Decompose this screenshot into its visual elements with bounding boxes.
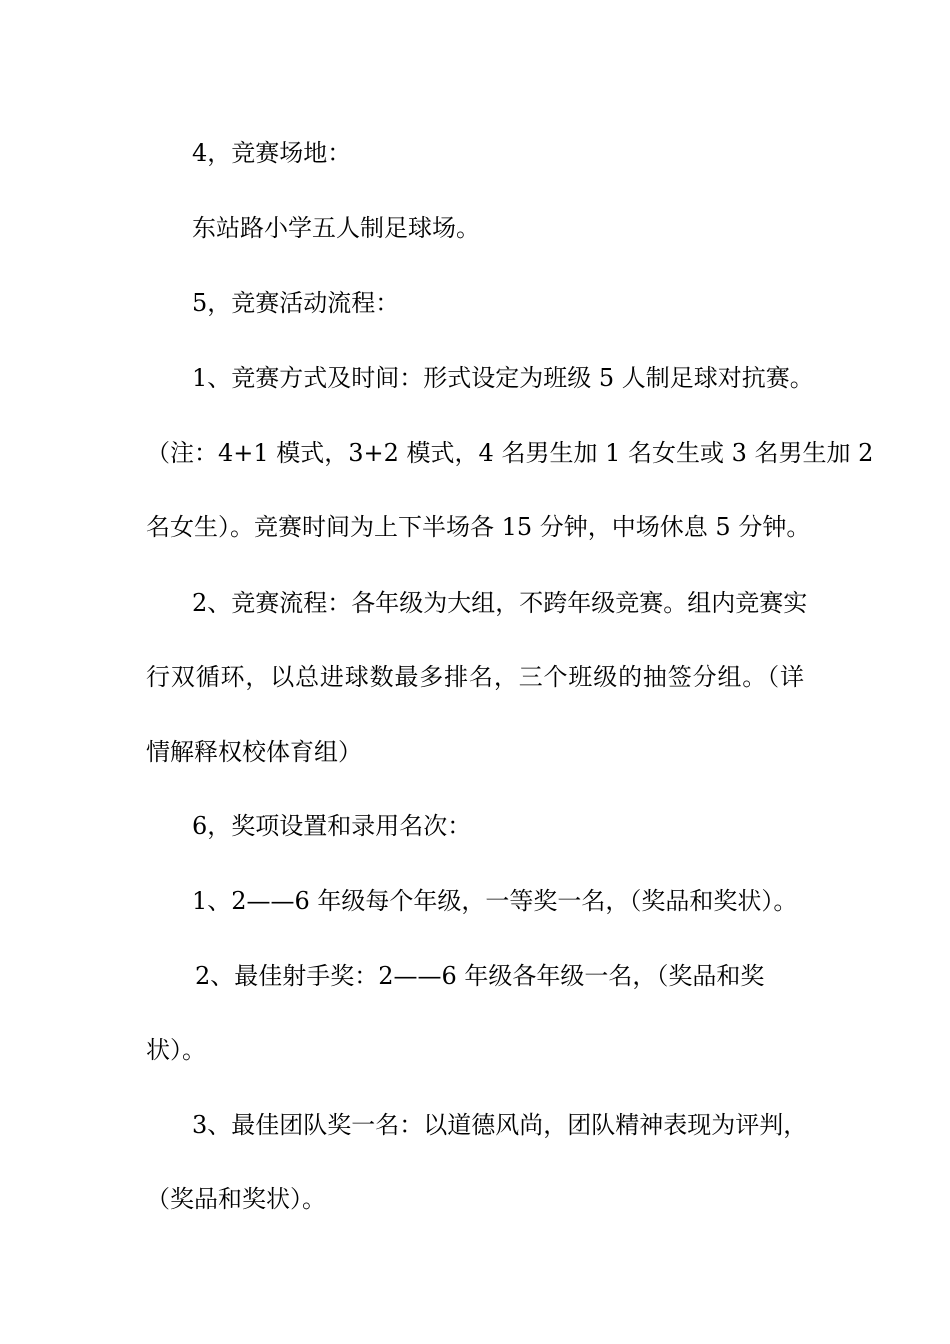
paragraph-line: 状）。	[146, 1036, 206, 1064]
paragraph-line: 情解释权校体育组）	[146, 738, 362, 766]
paragraph-line: 2、最佳射手奖：2——6 年级各年级一名，（奖品和奖	[195, 962, 765, 990]
paragraph-line: 1、竞赛方式及时间：形式设定为班级 5 人制足球对抗赛。	[192, 364, 814, 392]
paragraph-line: （注：4+1 模式，3+2 模式，4 名男生加 1 名女生或 3 名男生加 2	[146, 439, 874, 467]
section-heading-awards: 6，奖项设置和录用名次：	[192, 812, 472, 840]
paragraph-line: 名女生）。竞赛时间为上下半场各 15 分钟，中场休息 5 分钟。	[146, 513, 811, 541]
paragraph-venue: 东站路小学五人制足球场。	[192, 214, 480, 242]
paragraph-line: （奖品和奖状）。	[146, 1185, 326, 1213]
section-heading-venue: 4，竞赛场地：	[192, 139, 352, 167]
paragraph-line: 2、竞赛流程：各年级为大组，不跨年级竞赛。组内竞赛实	[192, 589, 808, 617]
paragraph-line: 3、最佳团队奖一名：以道德风尚，团队精神表现为评判，	[192, 1111, 808, 1139]
paragraph-line: 1、2——6 年级每个年级，一等奖一名，（奖品和奖状）。	[192, 887, 798, 915]
section-heading-process: 5，竞赛活动流程：	[192, 289, 400, 317]
paragraph-line: 行双循环，以总进球数最多排名，三个班级的抽签分组。（详	[146, 663, 804, 691]
